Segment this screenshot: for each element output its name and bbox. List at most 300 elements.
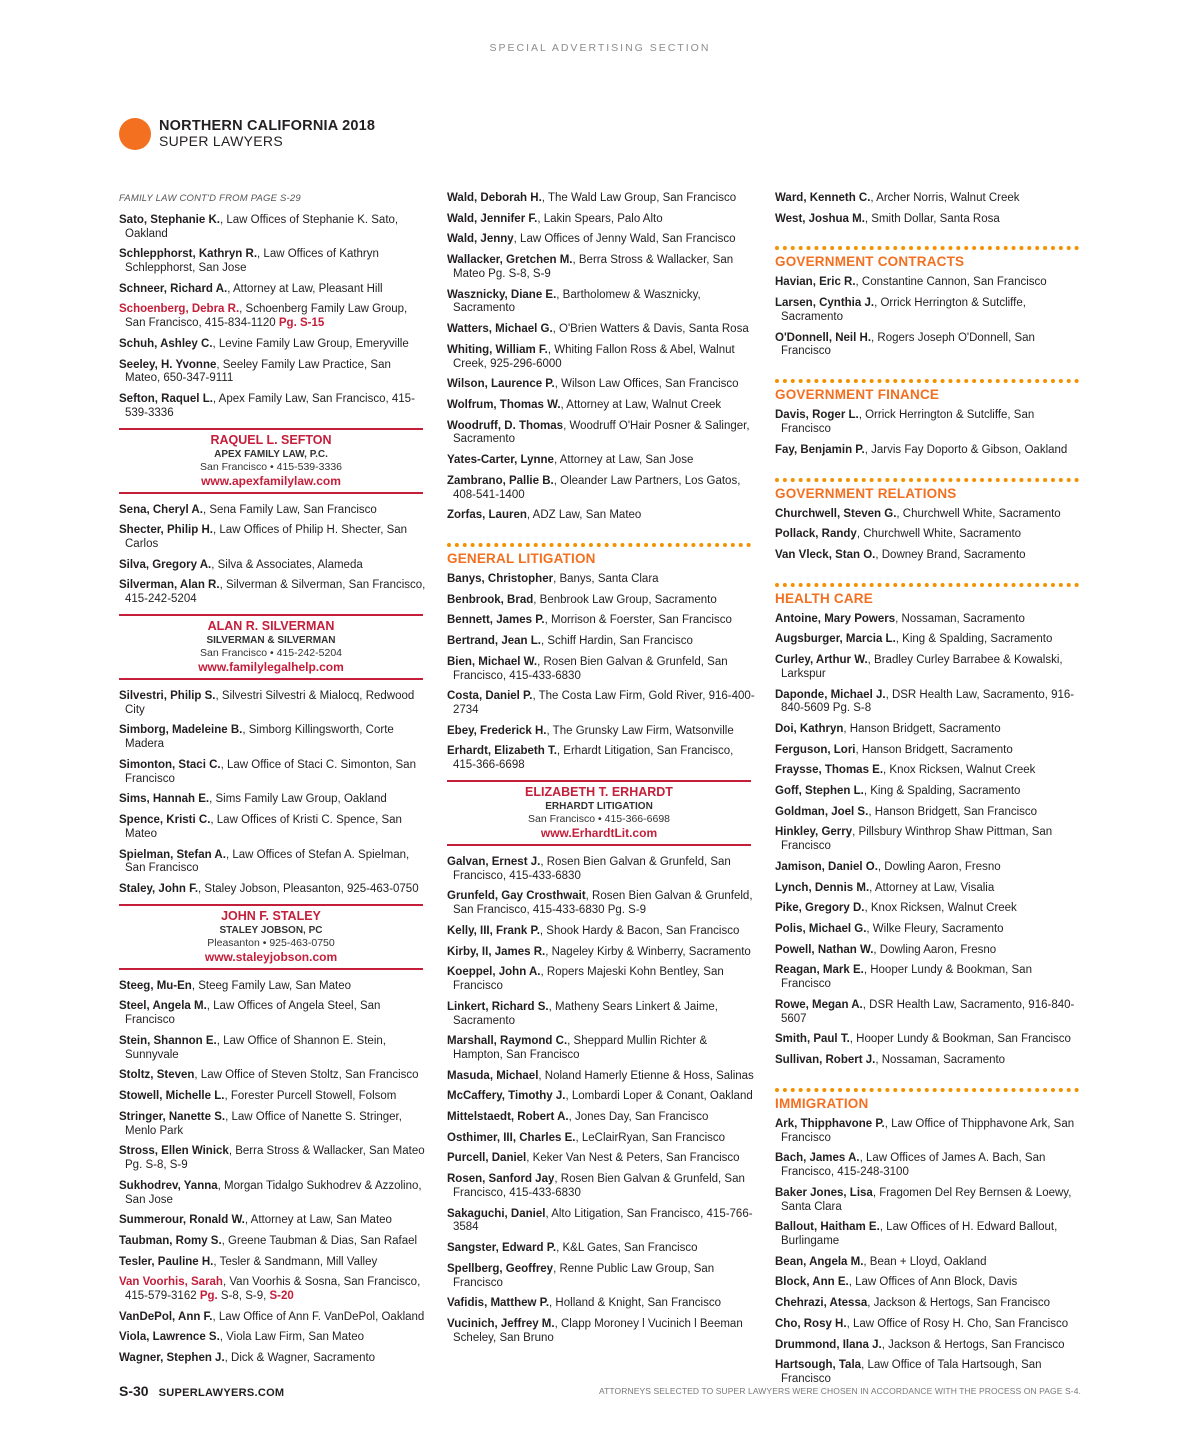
listing-entry — [119, 248, 429, 276]
attorney-detail: , Nossaman, Sacramento — [895, 612, 1025, 625]
attorney-name: Wilson, Laurence P. — [447, 378, 555, 391]
attorney-ad-box — [447, 780, 751, 846]
attorney-detail: , Benbrook Law Group, Sacramento — [533, 593, 717, 606]
column-1 — [119, 192, 429, 1373]
listing-entry — [775, 213, 1085, 227]
ad-location: Pleasanton • 925-463-0750 — [207, 936, 335, 949]
attorney-detail: , Dowling Aaron, Fresno — [877, 860, 1001, 873]
listing-entry — [447, 890, 757, 918]
attorney-detail: , Knox Ricksen, Walnut Creek — [883, 764, 1036, 777]
attorney-name: Sato, Stephanie K. — [119, 213, 220, 226]
attorney-detail: , Orrick Herrington & Sutcliffe, San Francisco — [781, 409, 1035, 436]
dotted-divider — [775, 583, 1079, 587]
section-title: GOVERNMENT CONTRACTS — [775, 254, 965, 270]
attorney-detail: , Attorney at Law, San Mateo — [244, 1214, 392, 1227]
attorney-name: Grunfeld, Gay Crosthwait — [447, 890, 586, 903]
brand-year: 2018 — [342, 118, 376, 135]
attorney-detail: , DSR Health Law, Sacramento, 916-840-5609 Pg. S-8 — [781, 688, 1075, 715]
attorney-detail: , Law Office of Rosy H. Cho, San Francisco — [846, 1317, 1069, 1330]
listing-entry — [775, 1318, 1085, 1332]
listing-entry — [119, 1276, 429, 1304]
attorney-detail: , Bartholomew & Wasznicky, Sacramento — [453, 288, 701, 315]
attorney-detail: , King & Spalding, Sacramento — [863, 785, 1021, 798]
attorney-name: Linkert, Richard S. — [447, 1000, 549, 1013]
listing-entry — [119, 980, 429, 994]
attorney-name: Steeg, Mu-En — [119, 979, 192, 992]
attorney-detail: , Bean + Lloyd, Oakland — [863, 1255, 987, 1268]
attorney-detail: , The Grunsky Law Firm, Watsonville — [546, 724, 734, 737]
listing-entry — [119, 1235, 429, 1249]
listing-entry — [447, 323, 757, 337]
attorney-detail: , Ropers Majeski Kohn Bentley, San Francisco — [453, 966, 724, 993]
attorney-name: Sukhodrev, Yanna — [119, 1179, 218, 1192]
attorney-name: Watters, Michael G. — [447, 323, 553, 336]
listing-entry — [775, 508, 1085, 522]
attorney-detail: , Hanson Bridgett, Sacramento — [843, 723, 1001, 736]
listing-entry — [447, 1070, 757, 1084]
attorney-name: Stoltz, Steven — [119, 1069, 195, 1082]
listing-entry — [119, 1331, 429, 1345]
listing-entry — [119, 338, 429, 352]
listing-entry — [775, 861, 1085, 875]
listing-entry — [447, 966, 757, 994]
attorney-name: Hinkley, Gerry — [775, 826, 853, 839]
attorney-detail: , Rogers Joseph O'Donnell, San Francisco — [781, 331, 1035, 358]
attorney-detail: , DSR Health Law, Sacramento, 916-840-5607 — [781, 998, 1075, 1025]
attorney-detail: , Jackson & Hertogs, San Francisco — [867, 1297, 1051, 1310]
dotted-divider — [447, 543, 751, 547]
attorney-detail: , Smith Dollar, Santa Rosa — [864, 212, 1000, 225]
brand-logo-dot — [119, 118, 151, 150]
section-title: GENERAL LITIGATION — [447, 551, 596, 567]
attorney-name: Sefton, Raquel L. — [119, 393, 213, 406]
attorney-detail: , Matheny Sears Linkert & Jaime, Sacramento — [453, 1000, 718, 1027]
attorney-detail: , Morrison & Foerster, San Francisco — [544, 614, 732, 627]
attorney-name: Powell, Nathan W. — [775, 943, 874, 956]
section-title: GOVERNMENT RELATIONS — [775, 485, 957, 501]
ad-website-link[interactable]: www.apexfamilylaw.com — [201, 473, 341, 488]
attorney-name: Smith, Paul T. — [775, 1033, 850, 1046]
attorney-name: Vafidis, Matthew P. — [447, 1297, 550, 1310]
dotted-divider — [775, 478, 1079, 482]
attorney-name: Simborg, Madeleine B. — [119, 724, 243, 737]
section-header: SPECIAL ADVERTISING SECTION — [489, 42, 711, 54]
attorney-name: Antoine, Mary Powers — [775, 612, 896, 625]
attorney-name: Tesler, Pauline H. — [119, 1255, 214, 1268]
listing-entry — [775, 549, 1085, 563]
attorney-detail: , The Costa Law Firm, Gold River, 916-400-2734 — [453, 690, 755, 717]
footer-site-link[interactable]: SUPERLAWYERS.COM — [158, 1387, 285, 1399]
listing-entry — [119, 1111, 429, 1139]
attorney-name: Sullivan, Robert J. — [775, 1054, 876, 1067]
attorney-detail: , O'Brien Watters & Davis, Santa Rosa — [552, 323, 749, 336]
attorney-name: Wallacker, Gretchen M. — [447, 254, 573, 267]
listing-entry — [447, 254, 757, 282]
attorney-name: Baker Jones, Lisa — [775, 1186, 873, 1199]
attorney-detail: , Rosen Bien Galvan & Grunfeld, San Francisco, 415-433-6830 Pg. S-9 — [453, 890, 753, 917]
listing-entry — [447, 509, 757, 523]
attorney-detail: , Attorney at Law, Pleasant Hill — [227, 282, 383, 295]
listing-entry — [447, 635, 757, 649]
section-general-litigation — [447, 543, 757, 567]
attorney-detail: , Pillsbury Winthrop Shaw Pittman, San Francisco — [781, 826, 1053, 853]
listing-entry — [119, 1145, 429, 1173]
attorney-detail: , Schiff Hardin, San Francisco — [540, 635, 693, 648]
listing-entry — [775, 923, 1085, 937]
attorney-detail: , Fragomen Del Rey Bernsen & Loewy, Santa Clara — [781, 1186, 1072, 1213]
attorney-detail: , Shook Hardy & Bacon, San Francisco — [539, 924, 740, 937]
listing-entry — [119, 524, 429, 552]
attorney-detail: , Morgan Tidalgo Sukhodrev & Azzolino, San Jose — [125, 1179, 422, 1206]
listing-entry — [119, 883, 429, 897]
listing-entry — [119, 690, 429, 718]
attorney-name: Bean, Angela M. — [775, 1255, 864, 1268]
attorney-detail: , Tesler & Sandmann, Mill Valley — [213, 1255, 378, 1268]
listing-entry — [119, 359, 429, 387]
attorney-detail: , Law Offices of Jenny Wald, San Francisco — [513, 233, 736, 246]
attorney-name: Cho, Rosy H. — [775, 1317, 847, 1330]
attorney-name: Yates-Carter, Lynne — [447, 454, 554, 467]
attorney-name: Ark, Thipphavone P. — [775, 1117, 885, 1130]
listing-entry — [775, 764, 1085, 778]
attorney-detail: S-8, S-9, — [217, 1290, 270, 1303]
attorney-name: McCaffery, Timothy J. — [447, 1090, 566, 1103]
page-number: S-30 — [119, 1383, 149, 1399]
page-reference[interactable]: Pg. S-15 — [278, 317, 325, 330]
attorney-detail: , Law Office of Staci C. Simonton, San Francisco — [125, 758, 416, 785]
attorney-name: Van Voorhis, Sarah — [119, 1276, 223, 1289]
attorney-name: Taubman, Romy S. — [119, 1234, 222, 1247]
attorney-name: Churchwell, Steven G. — [775, 507, 897, 520]
attorney-detail: , Clapp Moroney l Vucinich l Beeman Scheley, San Bruno — [453, 1317, 743, 1344]
listing-entry — [447, 192, 757, 206]
attorney-detail: , Sims Family Law Group, Oakland — [209, 793, 387, 806]
attorney-name: Woodruff, D. Thomas — [447, 419, 564, 432]
listing-entry — [447, 1208, 757, 1236]
attorney-detail: , Levine Family Law Group, Emeryville — [212, 337, 409, 350]
attorney-name: Steel, Angela M. — [119, 1000, 207, 1013]
listing-entry — [447, 1297, 757, 1311]
attorney-name: Larsen, Cynthia J. — [775, 297, 875, 310]
section-government-relations — [775, 478, 1085, 502]
section-government-finance — [775, 379, 1085, 403]
attorney-detail: , Schoenberg Family Law Group, San Francisco, 415-834-1120 — [125, 303, 408, 330]
column-3 — [775, 192, 1085, 1394]
listing-entry — [775, 1187, 1085, 1215]
attorney-detail: , Law Offices of Philip H. Shecter, San Carlos — [125, 524, 408, 551]
attorney-detail: , Attorney at Law, Visalia — [869, 881, 995, 894]
attorney-detail: , Berra Stross & Wallacker, San Mateo Pg. S-8, S-9 — [453, 254, 734, 280]
brand-title: NORTHERN CALIFORNIA 2018 — [159, 118, 376, 135]
attorney-detail: , King & Spalding, Sacramento — [895, 633, 1053, 646]
attorney-name: Purcell, Daniel — [447, 1152, 527, 1165]
attorney-name: Sena, Cheryl A. — [119, 503, 203, 516]
attorney-detail: , Oleander Law Partners, Los Gatos, 408-541-1400 — [453, 474, 741, 501]
listing-entry — [447, 614, 757, 628]
listing-entry — [119, 1214, 429, 1228]
dotted-divider — [775, 379, 1079, 383]
listing-entry — [119, 1311, 429, 1325]
listing-entry — [119, 814, 429, 842]
dotted-divider — [775, 246, 1079, 250]
attorney-name: Fraysse, Thomas E. — [775, 764, 884, 777]
listing-entry — [775, 613, 1085, 627]
attorney-detail: , Nossaman, Sacramento — [875, 1054, 1006, 1067]
attorney-detail: , Archer Norris, Walnut Creek — [870, 192, 1020, 204]
attorney-detail: , The Wald Law Group, San Francisco — [541, 192, 737, 204]
attorney-name: Masuda, Michael — [447, 1069, 539, 1082]
attorney-name: Ballout, Haitham E. — [775, 1221, 880, 1234]
listing-entry — [775, 1054, 1085, 1068]
attorney-detail: , Apex Family Law, San Francisco, 415-539-3336 — [125, 393, 415, 419]
attorney-detail: , Staley Jobson, Pleasanton, 925-463-0750 — [198, 883, 419, 896]
attorney-detail: , Woodruff O'Hair Posner & Salinger, Sacramento — [453, 419, 750, 446]
attorney-detail: , Jackson & Hertogs, San Francisco — [881, 1338, 1065, 1351]
attorney-detail: , Wilke Fleury, Sacramento — [866, 923, 1004, 936]
attorney-detail: , Attorney at Law, San Jose — [553, 454, 694, 467]
attorney-name: Polis, Michael G. — [775, 923, 867, 936]
attorney-name: Banys, Christopher — [447, 573, 554, 586]
ad-attorney-name: ALAN R. SILVERMAN — [207, 618, 335, 633]
listing-entry — [119, 303, 429, 331]
listing-entry — [447, 1132, 757, 1146]
listing-entry — [119, 1180, 429, 1208]
ad-location: San Francisco • 415-242-5204 — [199, 646, 342, 659]
listing-entry — [775, 633, 1085, 647]
attorney-name: Whiting, William F. — [447, 343, 548, 356]
attorney-detail: , Van Voorhis & Sosna, San Francisco, 415-579-3162 — [125, 1276, 421, 1303]
attorney-name: Ebey, Frederick H. — [447, 724, 547, 737]
listing-entry — [447, 1001, 757, 1029]
section-government-contracts — [775, 246, 1085, 270]
attorney-name: Stein, Shannon E. — [119, 1034, 217, 1047]
section-immigration — [775, 1088, 1085, 1112]
attorney-name: Kelly, III, Frank P. — [447, 924, 540, 937]
attorney-name: Silvestri, Philip S. — [119, 689, 216, 702]
attorney-detail: , Alto Litigation, San Francisco, 415-766-3584 — [453, 1207, 753, 1234]
attorney-detail: , Bradley Curley Barrabee & Kowalski, Larkspur — [781, 654, 1063, 680]
attorney-name: Wald, Jenny — [447, 233, 514, 246]
attorney-name: Wald, Jennifer F. — [447, 212, 538, 225]
attorney-detail: , LeClairRyan, San Francisco — [575, 1131, 726, 1144]
attorney-detail: , Lakin Spears, Palo Alto — [537, 212, 663, 225]
attorney-name: Seeley, H. Yvonne — [119, 358, 217, 371]
attorney-name: Shecter, Philip H. — [119, 524, 213, 537]
listing-entry — [775, 723, 1085, 737]
attorney-name: Silverman, Alan R. — [119, 579, 220, 592]
attorney-detail: , Law Offices of Ann Block, Davis — [848, 1276, 1018, 1289]
listing-entry — [447, 946, 757, 960]
listing-entry — [447, 1318, 757, 1346]
ad-firm-name: STALEY JOBSON, PC — [219, 924, 323, 936]
attorney-detail: , Lombardi Loper & Conant, Oakland — [565, 1090, 753, 1103]
continued-note: FAMILY LAW CONT'D FROM PAGE S-29 — [119, 193, 301, 204]
attorney-name: Bach, James A. — [775, 1152, 860, 1165]
attorney-detail: , Nageley Kirby & Winberry, Sacramento — [545, 945, 751, 958]
attorney-name: Kirby, II, James R. — [447, 945, 546, 958]
attorney-detail: , Renne Public Law Group, San Francisco — [453, 1262, 715, 1289]
attorney-name: Koeppel, John A. — [447, 966, 541, 979]
listing-entry — [447, 856, 757, 884]
ad-firm-name: APEX FAMILY LAW, P.C. — [214, 448, 328, 460]
attorney-name: West, Joshua M. — [775, 212, 865, 225]
ad-attorney-name: JOHN F. STALEY — [221, 908, 321, 923]
ad-website-link[interactable]: www.ErhardtLit.com — [540, 825, 658, 840]
attorney-detail: , Holland & Knight, San Francisco — [549, 1297, 721, 1310]
attorney-name: O'Donnell, Neil H. — [775, 331, 872, 344]
section-title: GOVERNMENT FINANCE — [775, 387, 940, 403]
listing-entry — [447, 1173, 757, 1201]
attorney-name: Staley, John F. — [119, 883, 199, 896]
attorney-name: Vucinich, Jeffrey M. — [447, 1317, 555, 1330]
listing-entry — [775, 409, 1085, 437]
listing-entry — [119, 214, 429, 242]
attorney-detail: , Orrick Herrington & Sutcliffe, Sacramento — [781, 297, 1026, 323]
listing-entry — [447, 378, 757, 392]
listing-entry — [119, 849, 429, 877]
attorney-ad-box — [119, 614, 423, 680]
attorney-name: Bien, Michael W. — [447, 655, 538, 668]
listing-entry — [119, 1090, 429, 1104]
footer-left — [119, 1383, 284, 1399]
attorney-detail: , Attorney at Law, Walnut Creek — [560, 398, 722, 411]
attorney-name: Davis, Roger L. — [775, 409, 859, 422]
attorney-detail: , Jones Day, San Francisco — [568, 1111, 709, 1124]
attorney-name: Benbrook, Brad — [447, 593, 534, 606]
listing-entry — [119, 283, 429, 297]
listing-entry — [119, 1352, 429, 1366]
attorney-detail: , Forester Purcell Stowell, Folsom — [224, 1090, 397, 1103]
attorney-name: Lynch, Dennis M. — [775, 881, 870, 894]
ad-firm-name: ERHARDT LITIGATION — [545, 800, 653, 812]
attorney-name: VanDePol, Ann F. — [119, 1310, 213, 1323]
attorney-detail: , Wilson Law Offices, San Francisco — [554, 378, 739, 391]
attorney-name: Spence, Kristi C. — [119, 814, 211, 827]
attorney-name: Wagner, Stephen J. — [119, 1352, 225, 1365]
listing-entry — [775, 1221, 1085, 1249]
listing-entry — [775, 1118, 1085, 1146]
brand-block — [119, 118, 375, 150]
dotted-divider — [775, 1088, 1079, 1092]
attorney-detail: , Keker Van Nest & Peters, San Francisco — [526, 1152, 740, 1165]
listing-entry — [119, 579, 429, 607]
attorney-detail: , Simborg Killingsworth, Corte Madera — [125, 724, 394, 751]
attorney-name: Havian, Eric R. — [775, 276, 856, 289]
attorney-name: Wolfrum, Thomas W. — [447, 398, 561, 411]
attorney-detail: , Sena Family Law, San Francisco — [202, 503, 377, 516]
attorney-detail: , Banys, Santa Clara — [553, 573, 659, 586]
attorney-detail: , Law Offices of Stefan A. Spielman, San Francisco — [125, 848, 410, 875]
listing-entry — [775, 785, 1085, 799]
attorney-ad-box — [119, 904, 423, 970]
listing-entry — [775, 1339, 1085, 1353]
ad-website-link[interactable]: www.staleyjobson.com — [204, 949, 338, 964]
attorney-name: Reagan, Mark E. — [775, 964, 864, 977]
listing-entry — [447, 1090, 757, 1104]
listing-entry — [119, 559, 429, 573]
attorney-name: Pollack, Randy — [775, 528, 857, 541]
listing-entry — [775, 192, 1085, 206]
listing-entry — [775, 902, 1085, 916]
attorney-name: Ferguson, Lori — [775, 743, 856, 756]
attorney-detail: , Law Offices of James A. Bach, San Francisco, 415-248-3100 — [781, 1152, 1046, 1179]
listing-entry — [447, 690, 757, 718]
listing-entry — [775, 744, 1085, 758]
page-reference[interactable]: Pg. — [199, 1290, 218, 1303]
listing-entry — [775, 297, 1085, 325]
attorney-detail: , Law Offices of Angela Steel, San Francisco — [125, 1000, 381, 1027]
listing-entry — [447, 725, 757, 739]
attorney-name: Augsburger, Marcia L. — [775, 633, 896, 646]
attorney-detail: , Dowling Aaron, Fresno — [873, 943, 997, 956]
listing-entry — [775, 689, 1085, 717]
page-reference[interactable]: S-20 — [269, 1290, 294, 1303]
listing-entry — [775, 1152, 1085, 1180]
attorney-detail: , Constantine Cannon, San Francisco — [855, 276, 1047, 289]
attorney-detail: , Whiting Fallon Ross & Abel, Walnut Creek, 925-296-6000 — [453, 343, 735, 370]
ad-location: San Francisco • 415-539-3336 — [199, 460, 342, 473]
attorney-name: Zorfas, Lauren — [447, 509, 527, 522]
attorney-detail: , Law Office of Ann F. VanDePol, Oakland — [212, 1310, 425, 1323]
attorney-detail: , Law Office of Shannon E. Stein, Sunnyvale — [125, 1034, 386, 1061]
attorney-name: Bennett, James P. — [447, 614, 545, 627]
attorney-name: Stross, Ellen Winick — [119, 1145, 229, 1158]
listing-entry — [775, 999, 1085, 1027]
listing-entry — [775, 964, 1085, 992]
ad-location: San Francisco • 415-366-6698 — [527, 812, 670, 825]
attorney-name: Goff, Stephen L. — [775, 785, 864, 798]
listing-entry — [447, 399, 757, 413]
attorney-name: Stringer, Nanette S. — [119, 1110, 226, 1123]
listing-entry — [775, 1276, 1085, 1290]
attorney-detail: , Berra Stross & Wallacker, San Mateo Pg. S-8, S-9 — [125, 1145, 425, 1172]
listing-entry — [447, 656, 757, 684]
attorney-name: Jamison, Daniel O. — [775, 860, 878, 873]
attorney-detail: , Law Offices of Stephanie K. Sato, Oakland — [125, 213, 399, 240]
attorney-name: Chehrazi, Atessa — [775, 1297, 868, 1310]
listing-entry — [447, 573, 757, 587]
attorney-detail: , Noland Hamerly Etienne & Hoss, Salinas — [538, 1069, 754, 1082]
attorney-detail: , Erhardt Litigation, San Francisco, 415-366-6698 — [453, 745, 734, 772]
attorney-detail: , Sheppard Mullin Richter & Hampton, San Francisco — [453, 1035, 708, 1062]
attorney-detail: , Viola Law Firm, San Mateo — [219, 1331, 365, 1344]
attorney-name: Schuh, Ashley C. — [119, 337, 213, 350]
attorney-name: Daponde, Michael J. — [775, 688, 886, 701]
listing-entry — [775, 1033, 1085, 1047]
attorney-name: Sims, Hannah E. — [119, 793, 210, 806]
attorney-detail: , Silverman & Silverman, San Francisco, 415-242-5204 — [125, 579, 426, 606]
ad-website-link[interactable]: www.familylegalhelp.com — [198, 659, 344, 674]
attorney-detail: , Rosen Bien Galvan & Grunfeld, San Francisco, 415-433-6830 — [453, 855, 731, 882]
attorney-name: Doi, Kathryn — [775, 723, 844, 736]
listing-entry — [119, 793, 429, 807]
attorney-name: Spielman, Stefan A. — [119, 848, 226, 861]
attorney-name: Silva, Gregory A. — [119, 558, 212, 571]
attorney-name: Spellberg, Geoffrey — [447, 1262, 554, 1275]
listing-entry — [119, 393, 429, 421]
attorney-name: Zambrano, Pallie B. — [447, 474, 554, 487]
listing-entry — [447, 1152, 757, 1166]
attorney-detail: , ADZ Law, San Mateo — [526, 509, 642, 522]
listing-entry — [447, 925, 757, 939]
attorney-name: Erhardt, Elizabeth T. — [447, 745, 557, 758]
section-health-care — [775, 583, 1085, 607]
attorney-detail: , Silva & Associates, Alameda — [211, 558, 363, 571]
listing-entry — [775, 1359, 1085, 1387]
attorney-name: Costa, Daniel P. — [447, 690, 533, 703]
attorney-detail: , Downey Brand, Sacramento — [875, 548, 1026, 561]
listing-entry — [447, 344, 757, 372]
